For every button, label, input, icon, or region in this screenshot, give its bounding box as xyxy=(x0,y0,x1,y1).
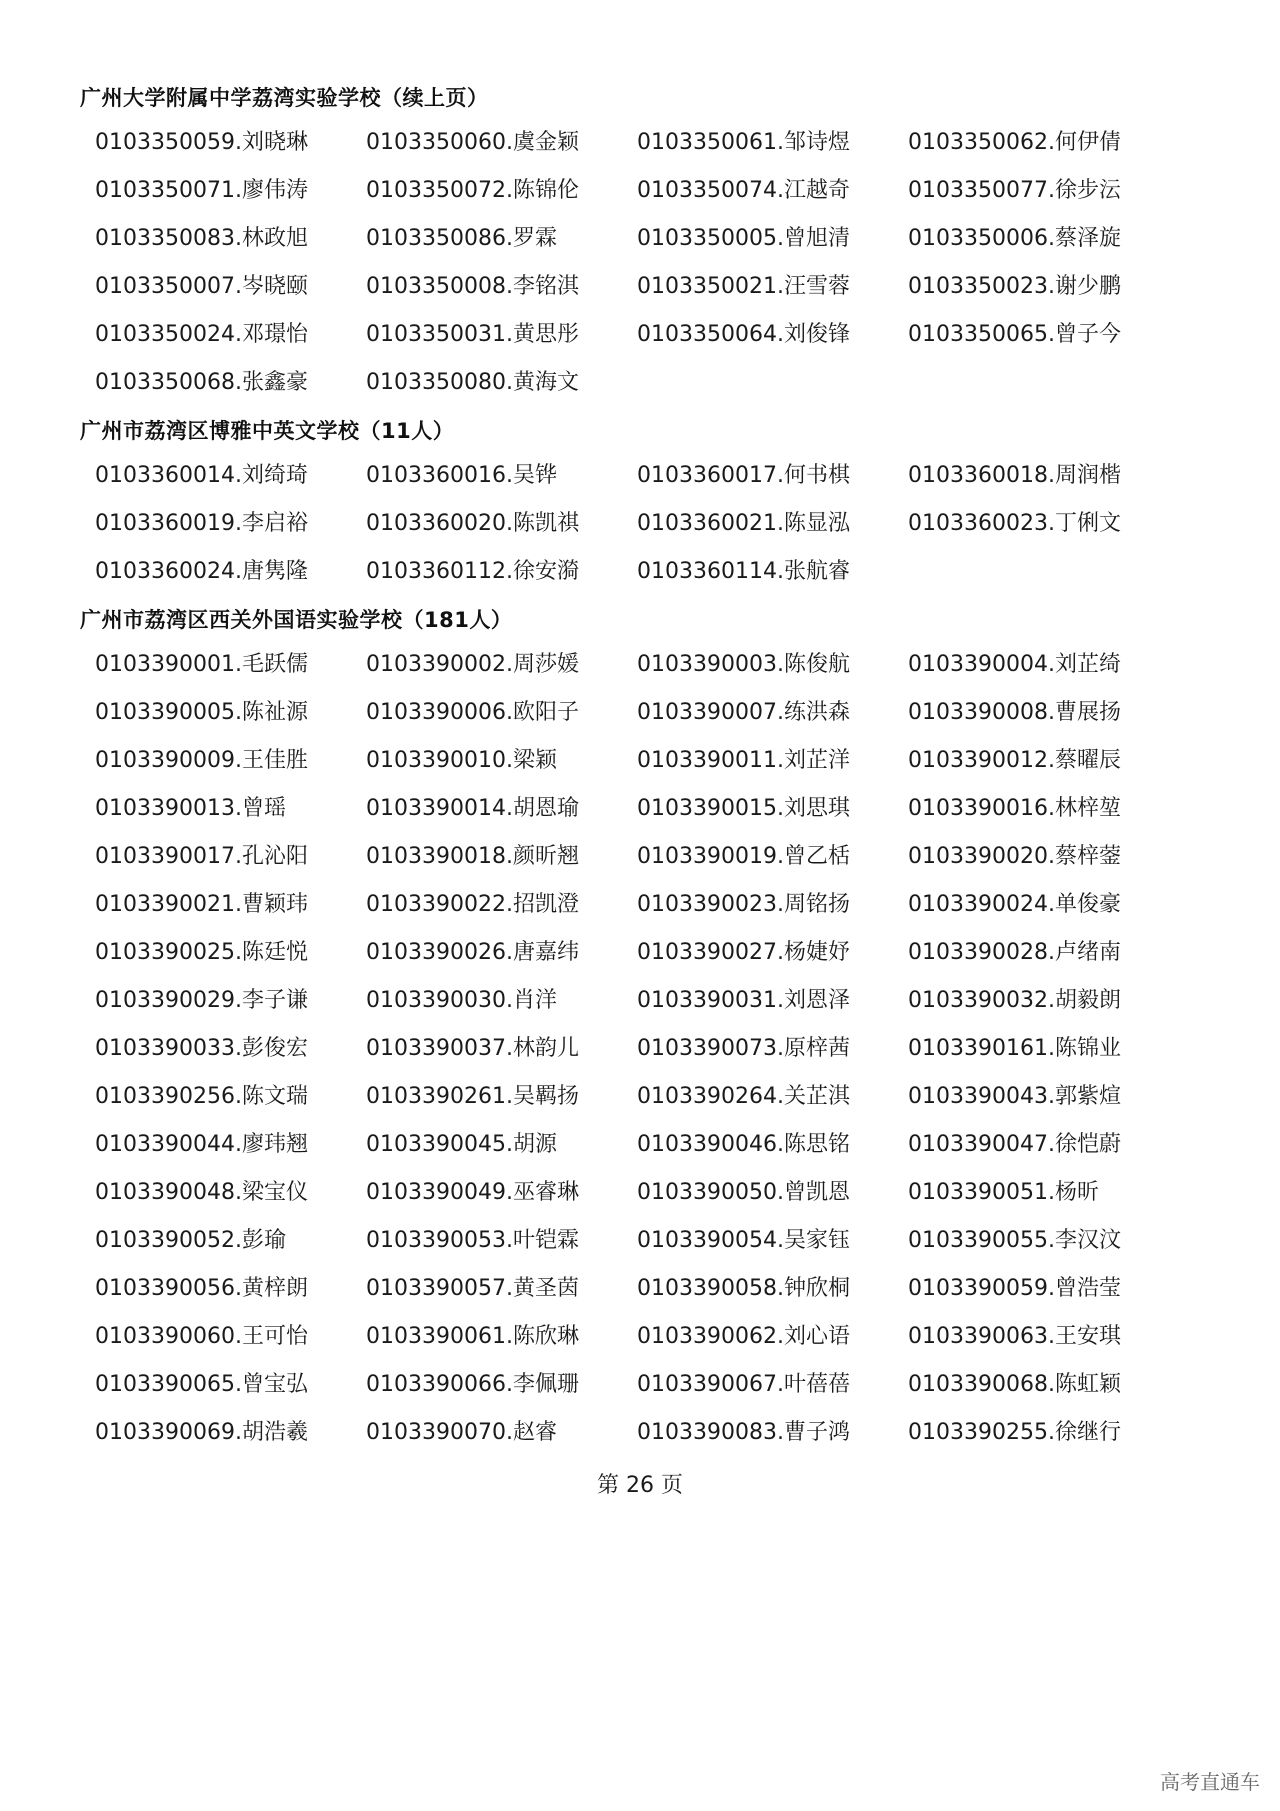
student-entry: 0103390008.曹展扬 xyxy=(908,700,1121,725)
student-entry: 0103360014.刘绮琦 xyxy=(95,463,308,488)
student-entry: 0103390004.刘芷绮 xyxy=(908,652,1121,677)
student-entry: 0103390044.廖玮翘 xyxy=(95,1132,308,1157)
student-entry: 0103390016.林梓堃 xyxy=(908,796,1121,821)
student-entry: 0103390051.杨昕 xyxy=(908,1180,1099,1205)
student-list xyxy=(80,122,1130,410)
student-entry: 0103350060.虞金颖 xyxy=(366,130,579,155)
student-entry: 0103350007.岑晓颐 xyxy=(95,274,308,299)
student-entry: 0103390013.曾瑶 xyxy=(95,796,286,821)
school-title: 广州市荔湾区西关外国语实验学校（181人） xyxy=(80,608,513,632)
student-entry: 0103390010.梁颖 xyxy=(366,748,557,773)
student-entry: 0103390053.叶铠霖 xyxy=(366,1228,579,1253)
student-entry: 0103350068.张鑫豪 xyxy=(95,370,308,395)
student-entry: 0103360114.张航睿 xyxy=(637,559,850,584)
student-entry: 0103390032.胡毅朗 xyxy=(908,988,1121,1013)
student-entry: 0103390161.陈锦业 xyxy=(908,1036,1121,1061)
student-entry: 0103360020.陈凯祺 xyxy=(366,511,579,536)
student-entry: 0103350005.曾旭清 xyxy=(637,226,850,251)
watermark-text: 高考直通车 xyxy=(1160,1770,1260,1794)
student-entry: 0103350008.李铭淇 xyxy=(366,274,579,299)
student-entry: 0103390018.颜昕翘 xyxy=(366,844,579,869)
student-entry: 0103360112.徐安漪 xyxy=(366,559,579,584)
student-entry: 0103390005.陈祉源 xyxy=(95,700,308,725)
student-entry: 0103390068.陈虹颖 xyxy=(908,1372,1121,1397)
school-section xyxy=(80,80,1130,410)
student-entry: 0103390021.曹颖玮 xyxy=(95,892,308,917)
school-title: 广州市荔湾区博雅中英文学校（11人） xyxy=(80,419,455,443)
student-entry: 0103390028.卢绪南 xyxy=(908,940,1121,965)
student-entry: 0103390029.李子谦 xyxy=(95,988,308,1013)
student-entry: 0103390067.叶蓓蓓 xyxy=(637,1372,850,1397)
student-entry: 0103350074.江越奇 xyxy=(637,178,850,203)
student-entry: 0103390255.徐继行 xyxy=(908,1420,1121,1445)
student-entry: 0103390037.林韵儿 xyxy=(366,1036,579,1061)
student-entry: 0103390033.彭俊宏 xyxy=(95,1036,308,1061)
school-section xyxy=(80,413,1130,599)
student-entry: 0103390012.蔡曜辰 xyxy=(908,748,1121,773)
student-entry: 0103390045.胡源 xyxy=(366,1132,557,1157)
school-title: 广州大学附属中学荔湾实验学校（续上页） xyxy=(80,86,489,110)
student-entry: 0103350024.邓璟怡 xyxy=(95,322,308,347)
student-entry: 0103360016.吴铧 xyxy=(366,463,557,488)
student-entry: 0103350071.廖伟涛 xyxy=(95,178,308,203)
student-entry: 0103390060.王可怡 xyxy=(95,1324,308,1349)
student-entry: 0103350062.何伊倩 xyxy=(908,130,1121,155)
document-content xyxy=(80,80,1130,1460)
student-entry: 0103390022.招凯澄 xyxy=(366,892,579,917)
student-entry: 0103390056.黄梓朗 xyxy=(95,1276,308,1301)
student-entry: 0103350021.汪雪蓉 xyxy=(637,274,850,299)
student-entry: 0103360018.周润楷 xyxy=(908,463,1121,488)
student-entry: 0103350064.刘俊锋 xyxy=(637,322,850,347)
student-entry: 0103390083.曹子鸿 xyxy=(637,1420,850,1445)
student-entry: 0103390057.黄圣茵 xyxy=(366,1276,579,1301)
student-entry: 0103390059.曾浩莹 xyxy=(908,1276,1121,1301)
student-entry: 0103390073.原梓茜 xyxy=(637,1036,850,1061)
student-entry: 0103390030.肖洋 xyxy=(366,988,557,1013)
student-entry: 0103350072.陈锦伦 xyxy=(366,178,579,203)
student-entry: 0103350077.徐步沄 xyxy=(908,178,1121,203)
student-entry: 0103390054.吴家钰 xyxy=(637,1228,850,1253)
student-entry: 0103390011.刘芷洋 xyxy=(637,748,850,773)
page-number: 第 26 页 xyxy=(597,1473,683,1498)
student-entry: 0103390070.赵睿 xyxy=(366,1420,557,1445)
student-entry: 0103390261.吴羁扬 xyxy=(366,1084,579,1109)
student-entry: 0103390256.陈文瑞 xyxy=(95,1084,308,1109)
student-entry: 0103350031.黄思彤 xyxy=(366,322,579,347)
student-entry: 0103390069.胡浩羲 xyxy=(95,1420,308,1445)
student-entry: 0103390003.陈俊航 xyxy=(637,652,850,677)
student-entry: 0103390066.李佩珊 xyxy=(366,1372,579,1397)
student-entry: 0103390047.徐恺蔚 xyxy=(908,1132,1121,1157)
student-entry: 0103390006.欧阳子 xyxy=(366,700,579,725)
student-entry: 0103360017.何书棋 xyxy=(637,463,850,488)
student-entry: 0103390046.陈思铭 xyxy=(637,1132,850,1157)
student-entry: 0103390001.毛跃儒 xyxy=(95,652,308,677)
student-entry: 0103390055.李汉汶 xyxy=(908,1228,1121,1253)
student-entry: 0103390052.彭瑜 xyxy=(95,1228,286,1253)
student-entry: 0103390027.杨婕妤 xyxy=(637,940,850,965)
student-list xyxy=(80,455,1130,599)
student-entry: 0103390019.曾乙栝 xyxy=(637,844,850,869)
student-entry: 0103350023.谢少鹏 xyxy=(908,274,1121,299)
student-entry: 0103390264.关芷淇 xyxy=(637,1084,850,1109)
student-entry: 0103390049.巫睿琳 xyxy=(366,1180,579,1205)
student-entry: 0103390023.周铭扬 xyxy=(637,892,850,917)
student-list xyxy=(80,644,1130,1460)
student-entry: 0103390015.刘思琪 xyxy=(637,796,850,821)
student-entry: 0103390065.曾宝弘 xyxy=(95,1372,308,1397)
student-entry: 0103350086.罗霖 xyxy=(366,226,557,251)
student-entry: 0103350061.邹诗煜 xyxy=(637,130,850,155)
student-entry: 0103390025.陈廷悦 xyxy=(95,940,308,965)
student-entry: 0103360019.李启裕 xyxy=(95,511,308,536)
student-entry: 0103390031.刘恩泽 xyxy=(637,988,850,1013)
student-entry: 0103390062.刘心语 xyxy=(637,1324,850,1349)
student-entry: 0103350083.林政旭 xyxy=(95,226,308,251)
student-entry: 0103390020.蔡梓蓥 xyxy=(908,844,1121,869)
student-entry: 0103390063.王安琪 xyxy=(908,1324,1121,1349)
student-entry: 0103390007.练洪森 xyxy=(637,700,850,725)
student-entry: 0103350059.刘晓琳 xyxy=(95,130,308,155)
student-entry: 0103390017.孔沁阳 xyxy=(95,844,308,869)
school-section xyxy=(80,602,1130,1460)
student-entry: 0103350080.黄海文 xyxy=(366,370,579,395)
student-entry: 0103360023.丁俐文 xyxy=(908,511,1121,536)
student-entry: 0103390026.唐嘉纬 xyxy=(366,940,579,965)
student-entry: 0103390061.陈欣琳 xyxy=(366,1324,579,1349)
student-entry: 0103390043.郭紫煊 xyxy=(908,1084,1121,1109)
student-entry: 0103390009.王佳胜 xyxy=(95,748,308,773)
student-entry: 0103390024.单俊豪 xyxy=(908,892,1121,917)
student-entry: 0103390014.胡恩瑜 xyxy=(366,796,579,821)
student-entry: 0103390050.曾凯恩 xyxy=(637,1180,850,1205)
student-entry: 0103390048.梁宝仪 xyxy=(95,1180,308,1205)
student-entry: 0103350065.曾子今 xyxy=(908,322,1121,347)
student-entry: 0103390058.钟欣桐 xyxy=(637,1276,850,1301)
student-entry: 0103360024.唐隽隆 xyxy=(95,559,308,584)
student-entry: 0103360021.陈显泓 xyxy=(637,511,850,536)
student-entry: 0103350006.蔡泽旋 xyxy=(908,226,1121,251)
student-entry: 0103390002.周莎媛 xyxy=(366,652,579,677)
